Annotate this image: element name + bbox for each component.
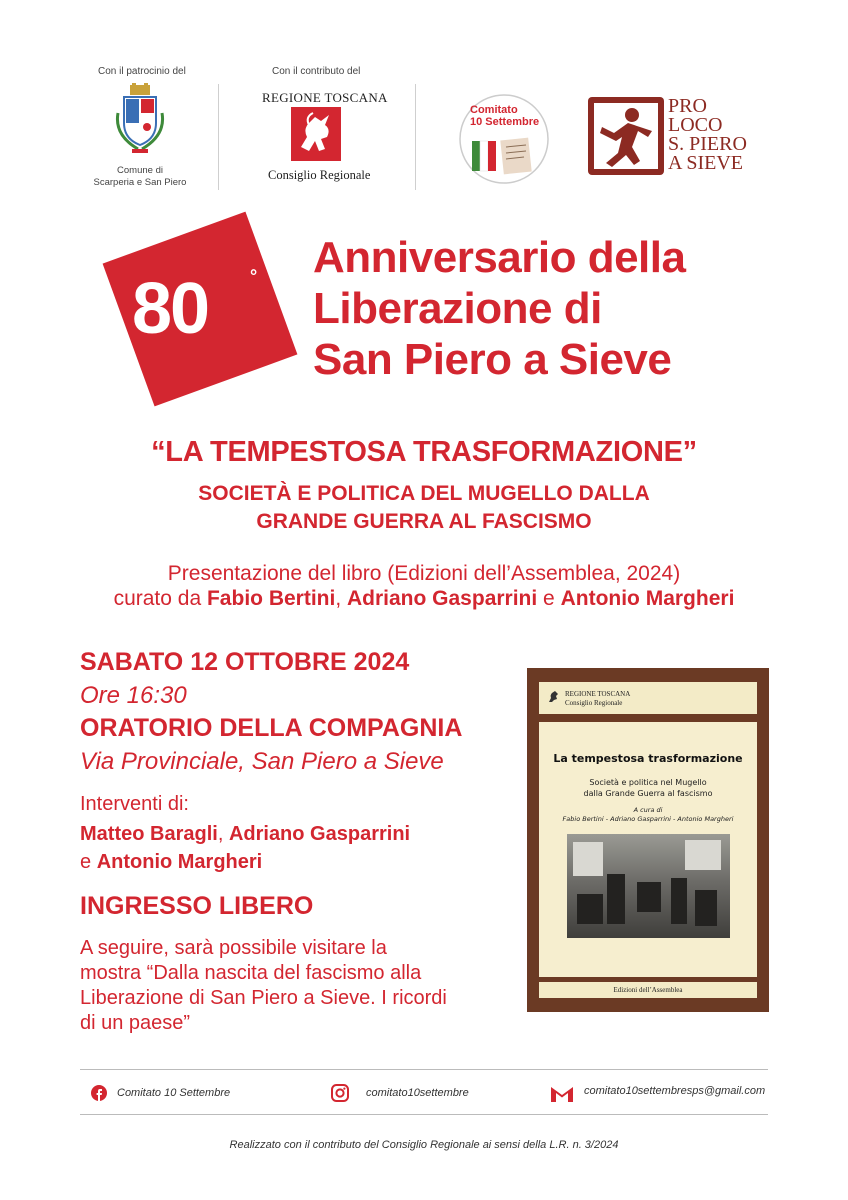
- separator: e: [80, 851, 97, 873]
- event-time: Ore 16:30: [80, 682, 187, 709]
- speaker-name: Matteo Baragli: [80, 823, 218, 845]
- comune-crest-logo: [112, 83, 168, 163]
- speakers-label: Interventi di:: [80, 793, 189, 815]
- speaker-name: Adriano Gasparrini: [228, 823, 411, 845]
- instagram-handle[interactable]: comitato10settembre: [366, 1087, 469, 1099]
- cover-region-name: REGIONE TOSCANA: [565, 690, 631, 698]
- sponsor-row: [0, 0, 848, 200]
- curated-prefix: curato da: [113, 587, 207, 610]
- regione-sub: Consiglio Regionale: [268, 168, 371, 182]
- event-venue: ORATORIO DELLA COMPAGNIA: [80, 714, 463, 742]
- speaker-name: Antonio Margheri: [96, 851, 263, 873]
- editor-name: Antonio Margheri: [560, 587, 735, 610]
- regione-name: REGIONE TOSCANA: [262, 90, 388, 105]
- pegasus-logo: [291, 107, 341, 161]
- footer-divider: [80, 1069, 768, 1070]
- comitato-name: Comitato 10 Settembre: [470, 104, 540, 128]
- divider: [415, 84, 416, 190]
- cover-subtitle: Società e politica nel Mugello dalla Grande Guerra al fascismo: [583, 778, 713, 798]
- separator: e: [537, 587, 561, 610]
- cover-footer: [539, 982, 757, 998]
- book-subtitle: SOCIETÀ E POLITICA DEL MUGELLO DALLA GRANDE GUERRA AL FASCISMO: [198, 482, 650, 533]
- instagram-icon: [331, 1084, 349, 1102]
- facebook-icon: [91, 1085, 107, 1101]
- email-address[interactable]: comitato10settembresps@gmail.com: [584, 1085, 766, 1097]
- anniversary-title: Anniversario della Liberazione di San Piero a Sieve: [313, 233, 686, 384]
- event-date: SABATO 12 OTTOBRE 2024: [80, 648, 410, 676]
- presentation-line: Presentazione del libro (Edizioni dell’Assemblea, 2024): [167, 562, 681, 585]
- credits-note: Realizzato con il contributo del Consiglio Regionale ai sensi della L.R. n. 3/2024: [229, 1139, 619, 1151]
- cover-cura-label: A cura di: [633, 806, 663, 814]
- cover-publisher: Edizioni dell’Assemblea: [613, 986, 683, 994]
- pegasus-icon: [547, 690, 561, 704]
- proloco-logo: [588, 97, 664, 175]
- comune-name: Comune di Scarperia e San Piero: [93, 165, 187, 188]
- cover-region-sub: Consiglio Regionale: [565, 699, 623, 707]
- editor-name: Fabio Bertini: [206, 587, 336, 610]
- cover-cura-names: Fabio Bertini - Adriano Gasparrini - Antonio Margheri: [562, 815, 734, 823]
- editor-name: Adriano Gasparrini: [347, 587, 538, 610]
- proloco-name: PRO LOCO S. PIERO A SIEVE: [668, 95, 747, 174]
- separator: ,: [335, 587, 347, 610]
- patrocinio-label: Con il patrocinio del: [98, 66, 186, 77]
- cover-header: [539, 682, 757, 714]
- cover-title: La tempestosa trasformazione: [553, 752, 743, 765]
- book-title: “LA TEMPESTOSA TRASFORMAZIONE”: [151, 436, 697, 468]
- degree-sign: °: [250, 266, 258, 286]
- separator: ,: [217, 823, 229, 845]
- curated-line: [0, 586, 848, 612]
- divider: [218, 84, 219, 190]
- book-cover: [527, 668, 769, 1012]
- facebook-handle[interactable]: Comitato 10 Settembre: [117, 1087, 231, 1099]
- speakers-list: [80, 820, 410, 876]
- anniversary-number: 80: [132, 269, 209, 349]
- contributo-label: Con il contributo del: [272, 66, 361, 77]
- gmail-icon: [550, 1085, 574, 1103]
- free-entry: INGRESSO LIBERO: [80, 892, 314, 920]
- event-address: Via Provinciale, San Piero a Sieve: [80, 748, 444, 775]
- cover-photo: [567, 834, 730, 938]
- exhibition-note: A seguire, sarà possibile visitare la mostra “Dalla nascita del fascismo alla Liberazione di San Piero a Sieve. I ricordi di un paese”: [80, 937, 447, 1034]
- footer-divider: [80, 1114, 768, 1115]
